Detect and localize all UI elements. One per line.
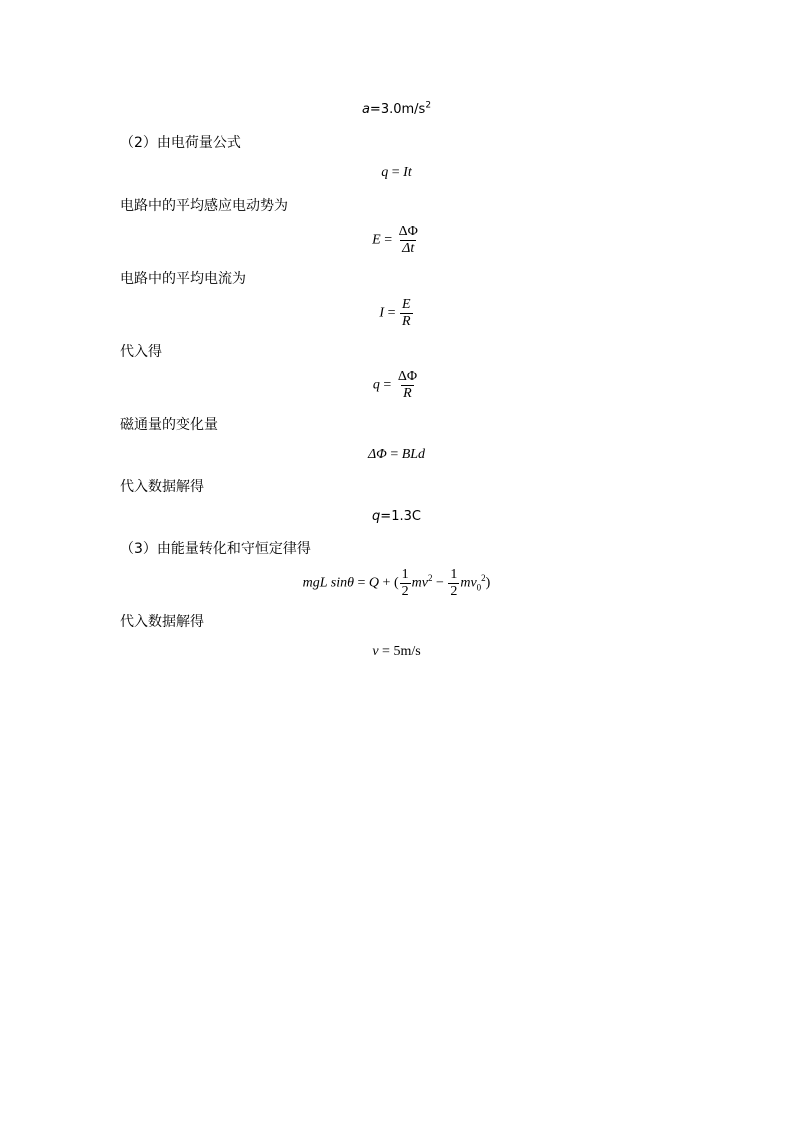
accel-exp: 2: [425, 100, 432, 111]
eq-energy-term1: mv: [411, 575, 428, 591]
eq-energy-q: Q: [368, 575, 380, 591]
half2-den: 2: [450, 584, 458, 599]
eq-energy-sub2: 0: [476, 582, 482, 593]
equation-energy: [0, 567, 793, 600]
eq-qsub-op: =: [379, 377, 395, 393]
half1-num: 1: [401, 567, 409, 582]
fraction-emf: [397, 224, 420, 257]
text-flux: 磁通量的变化量: [120, 417, 218, 433]
eq-v-op: =: [378, 644, 394, 659]
equation-current: [0, 297, 793, 330]
frac-emf-den: Δt: [402, 241, 415, 256]
frac-qsub-num: ΔΦ: [397, 369, 418, 384]
q-value: =1.3C: [380, 509, 421, 524]
frac-emf-num: ΔΦ: [398, 224, 418, 239]
eq-current-op: =: [384, 305, 399, 321]
eq-energy-close: ): [485, 575, 491, 591]
text-substitute: 代入得: [120, 344, 162, 360]
equation-acceleration: [0, 102, 793, 117]
frac-qsub-den: R: [403, 386, 412, 401]
frac-current-num: E: [402, 297, 411, 312]
eq-q-lhs: q: [381, 165, 389, 180]
text-emf: 电路中的平均感应电动势为: [120, 198, 288, 214]
var-a: a: [361, 102, 370, 117]
fraction-half-2: [448, 567, 459, 600]
eq-energy-exp2: 2: [481, 573, 486, 584]
half1-den: 2: [401, 584, 409, 599]
text-solve-2: 代入数据解得: [120, 614, 204, 630]
text-solve-1: 代入数据解得: [120, 479, 204, 495]
eq-q-op: =: [388, 165, 404, 180]
equation-velocity: [0, 644, 793, 660]
eq-energy-plus: + (: [379, 575, 399, 591]
eq-v-lhs: v: [372, 644, 379, 659]
step2-heading: （2）由电荷量公式: [120, 135, 241, 151]
eq-energy-minus: −: [432, 575, 448, 591]
eq-current-lhs: I: [379, 305, 385, 321]
frac-current-den: R: [402, 314, 411, 329]
eq-energy-term2: mv: [460, 575, 477, 591]
eq-qsub-lhs: q: [372, 377, 380, 393]
eq-flux-rhs: BLd: [401, 447, 426, 462]
accel-value: =3.0m/s: [369, 102, 426, 117]
eq-flux-lhs: ΔΦ: [367, 447, 387, 462]
fraction-current: [400, 297, 413, 330]
eq-flux-op: =: [386, 447, 402, 462]
var-q: q: [372, 509, 381, 524]
eq-energy-exp1: 2: [427, 573, 433, 584]
equation-q-substituted: [0, 369, 793, 402]
equation-emf: [0, 224, 793, 257]
equation-charge: [0, 165, 793, 181]
text-current: 电路中的平均电流为: [120, 271, 246, 287]
step3-heading: （3）由能量转化和守恒定律得: [120, 541, 311, 557]
half2-num: 1: [450, 567, 458, 582]
fraction-half-1: [400, 567, 411, 600]
eq-q-rhs: It: [403, 165, 412, 180]
eq-energy-op: =: [354, 575, 369, 591]
eq-emf-op: =: [380, 232, 396, 248]
eq-v-rhs: 5m/s: [393, 644, 421, 659]
equation-q-value: [0, 509, 793, 524]
equation-flux: [0, 447, 793, 463]
eq-energy-lhs: mgL sinθ: [302, 575, 355, 591]
fraction-qsub: [396, 369, 419, 402]
eq-emf-lhs: E: [372, 232, 381, 248]
